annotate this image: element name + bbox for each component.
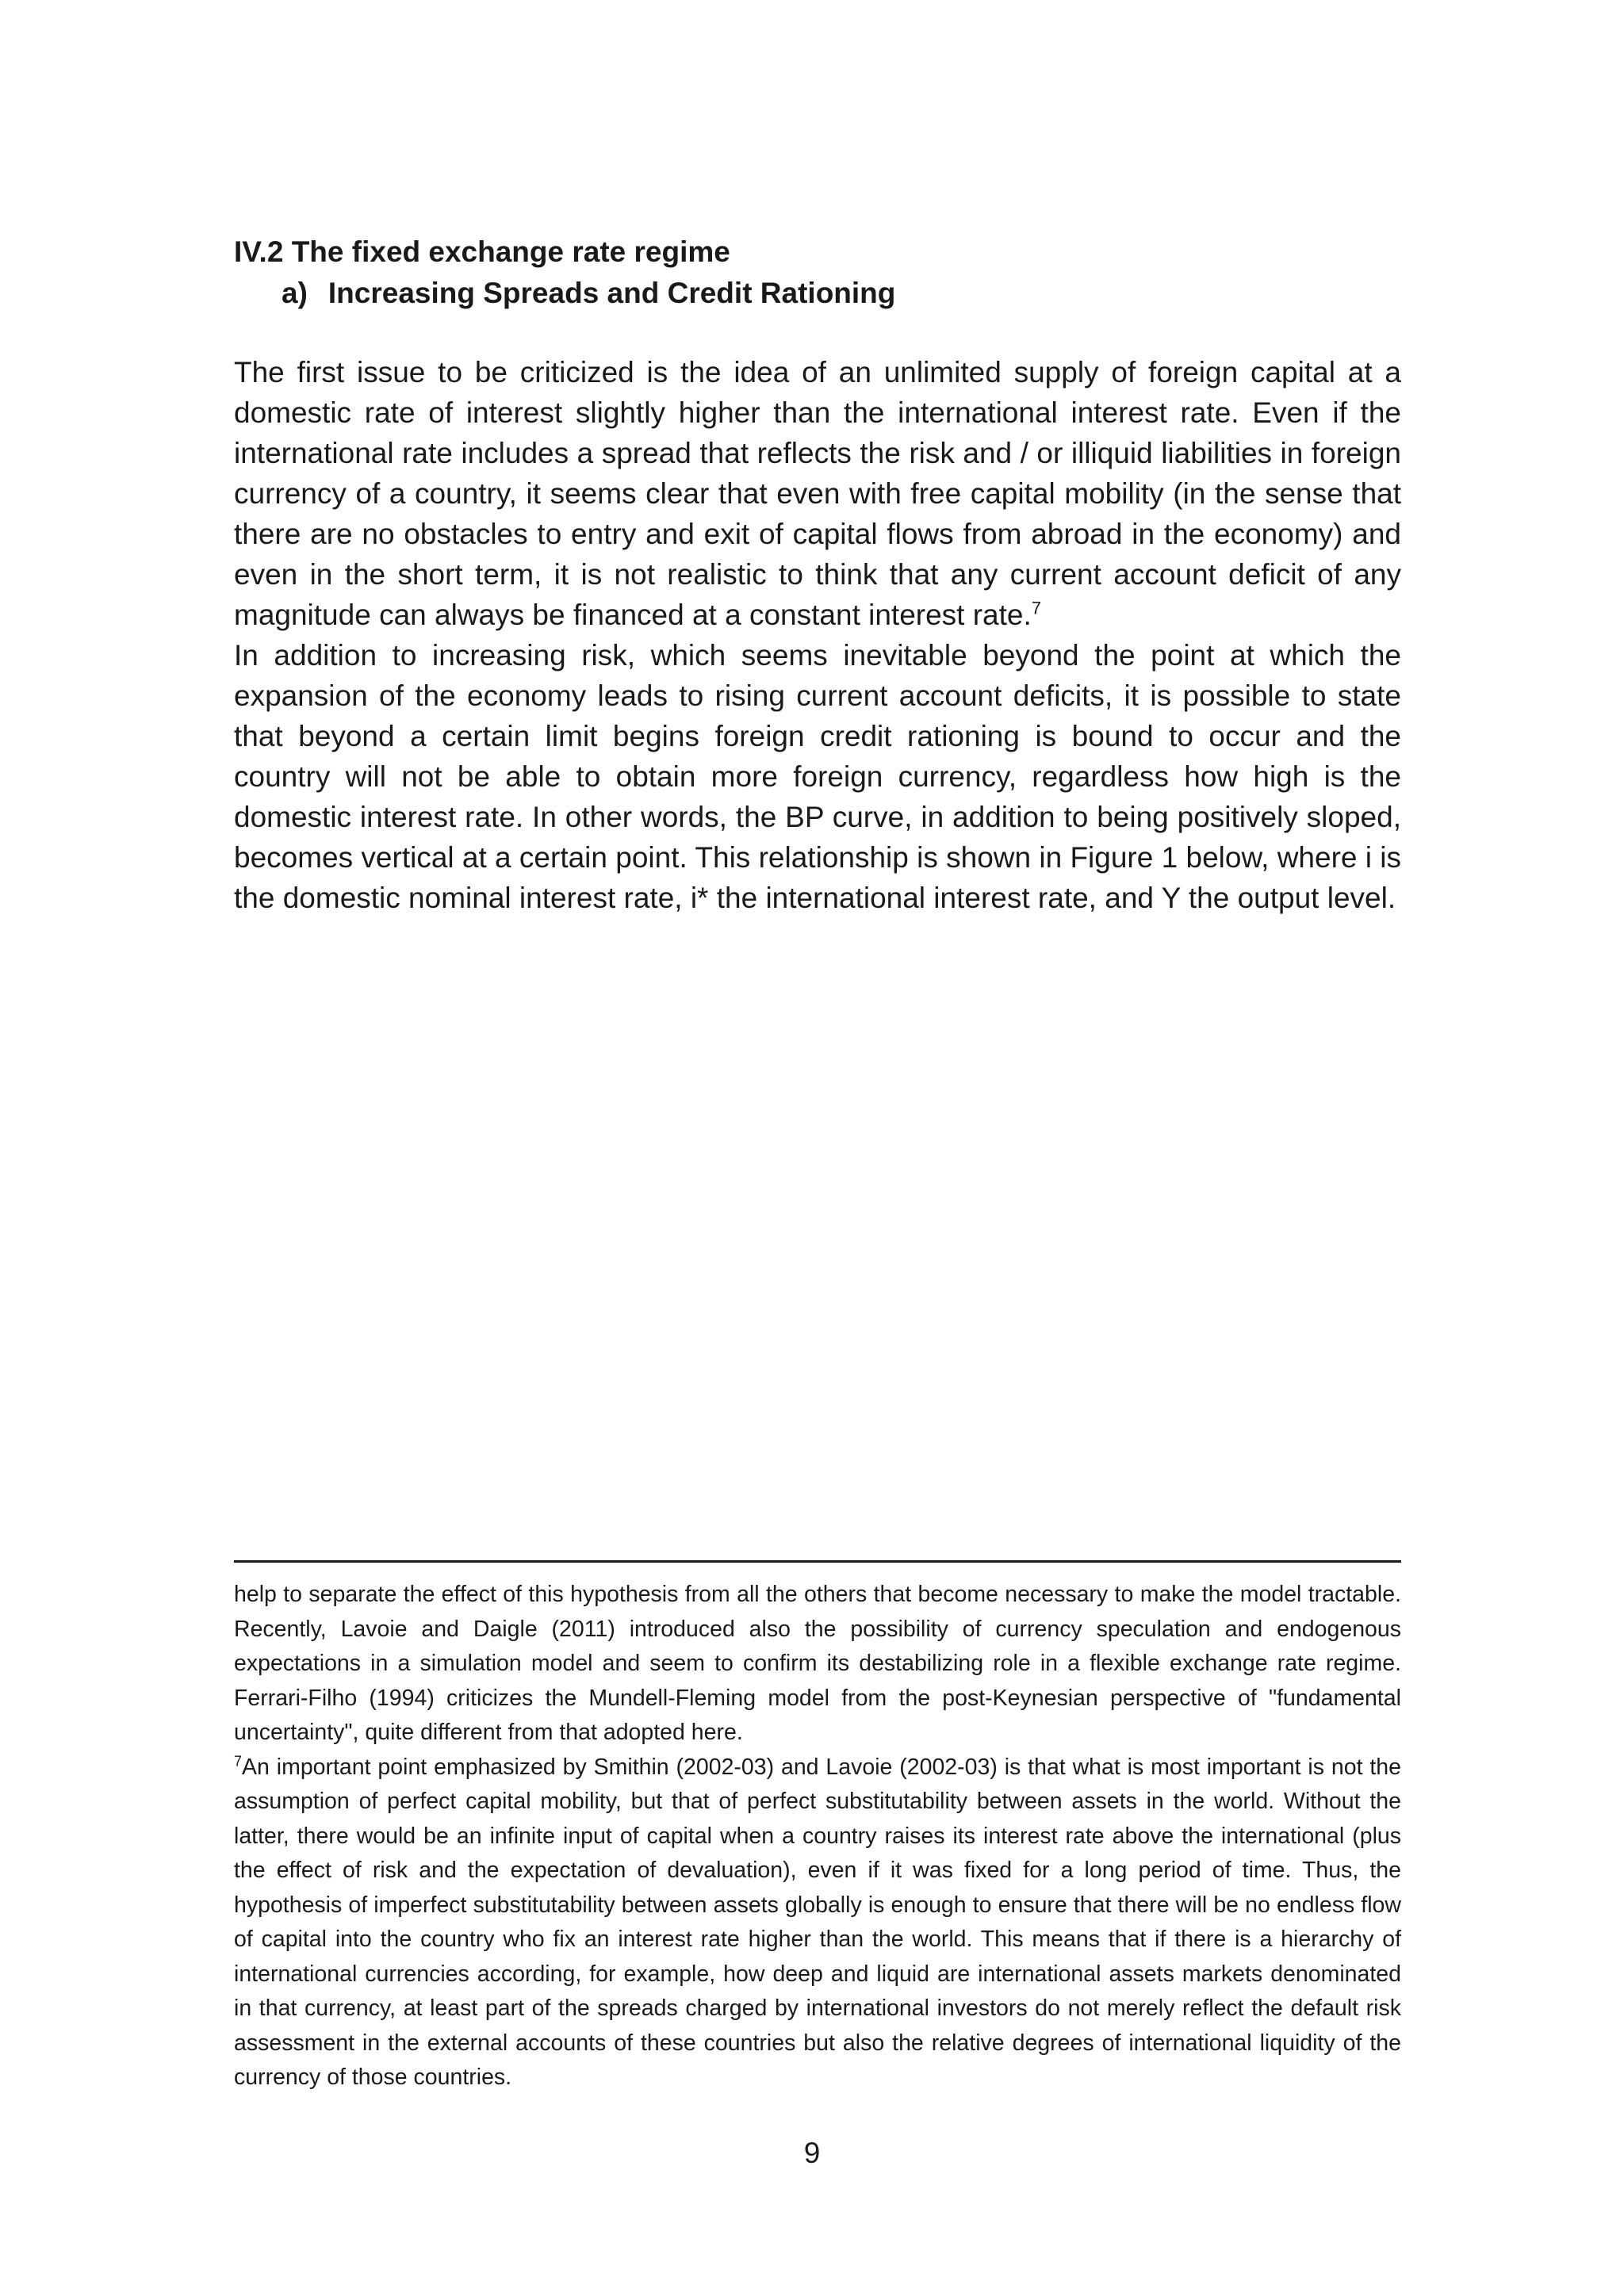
- subsection-title: Increasing Spreads and Credit Rationing: [327, 277, 896, 309]
- footnote-continuation: help to separate the effect of this hypothesis from all the others that become necessary to make the model tractable. Recently, Lavoie and Daigle (2011) introduced also the possibility of currency speculation and endogenous expectations in a simulation model and seem to confirm its destabilizing role in a flexible exchange rate regime. Ferrari-Filho (1994) criticizes the Mundell-Fleming model from the post-Keynesian perspective of "fundamental uncertainty", quite different from that adopted here.: [234, 1582, 1401, 1745]
- footnote-separator: [234, 1560, 1401, 1563]
- footnote-7-marker: 7: [234, 1753, 243, 1769]
- footnote-ref-7[interactable]: 7: [1031, 598, 1042, 618]
- body-text: [234, 352, 1401, 918]
- paragraph-1-text: The first issue to be criticized is the idea of an unlimited supply of foreign capital at a domestic rate of interest slightly higher than the international interest rate. Even if the international rate includes a spread that reflects the risk and / or illiquid liabilities in foreign currency of a country, it seems clear that even with free capital mobility (in the sense that there are no obstacles to entry and exit of capital flows from abroad in the economy) and even in the short term, it is not realistic to think that any current account deficit of any magnitude can always be financed at a constant interest rate.: [234, 356, 1401, 631]
- paragraph-2: In addition to increasing risk, which seems inevitable beyond the point at which the expansion of the economy leads to rising current account deficits, it is possible to state that beyond a certain limit begins foreign credit rationing is bound to occur and the country will not be able to obtain more foreign currency, regardless how high is the domestic interest rate. In other words, the BP curve, in addition to being positively sloped, becomes vertical at a certain point. This relationship is shown in Figure 1 below, where i is the domestic nominal interest rate, i* the international interest rate, and Y the output level.: [234, 639, 1401, 914]
- footnote-7: [234, 1751, 1401, 2095]
- page-number: 9: [803, 2137, 821, 2169]
- footnote-7-text: An important point emphasized by Smithin (2002-03) and Lavoie (2002-03) is that what is most important is not the assumption of perfect capital mobility, but that of perfect substitutability between assets in the world. Without the latter, there would be an infinite input of capital when a country raises its interest rate above the international (plus the effect of risk and the expectation of devaluation), even if it was fixed for a long period of time. Thus, the hypothesis of imperfect substitutability between assets globally is enough to ensure that there will be no endless flow of capital into the country who fix an interest rate higher than the world. This means that if there is a hierarchy of international currencies according, for example, how deep and liquid are international assets markets denominated in that currency, at least part of the spreads charged by international investors do not merely reflect the default risk assessment in the external accounts of these countries but also the relative degrees of international liquidity of the currency of those countries.: [234, 1754, 1401, 2090]
- subsection-heading: [282, 273, 895, 314]
- paragraph-1: [234, 352, 1401, 635]
- section-heading: IV.2 The fixed exchange rate regime: [234, 235, 730, 268]
- subsection-marker: a): [282, 277, 308, 309]
- footnotes: [234, 1578, 1401, 2095]
